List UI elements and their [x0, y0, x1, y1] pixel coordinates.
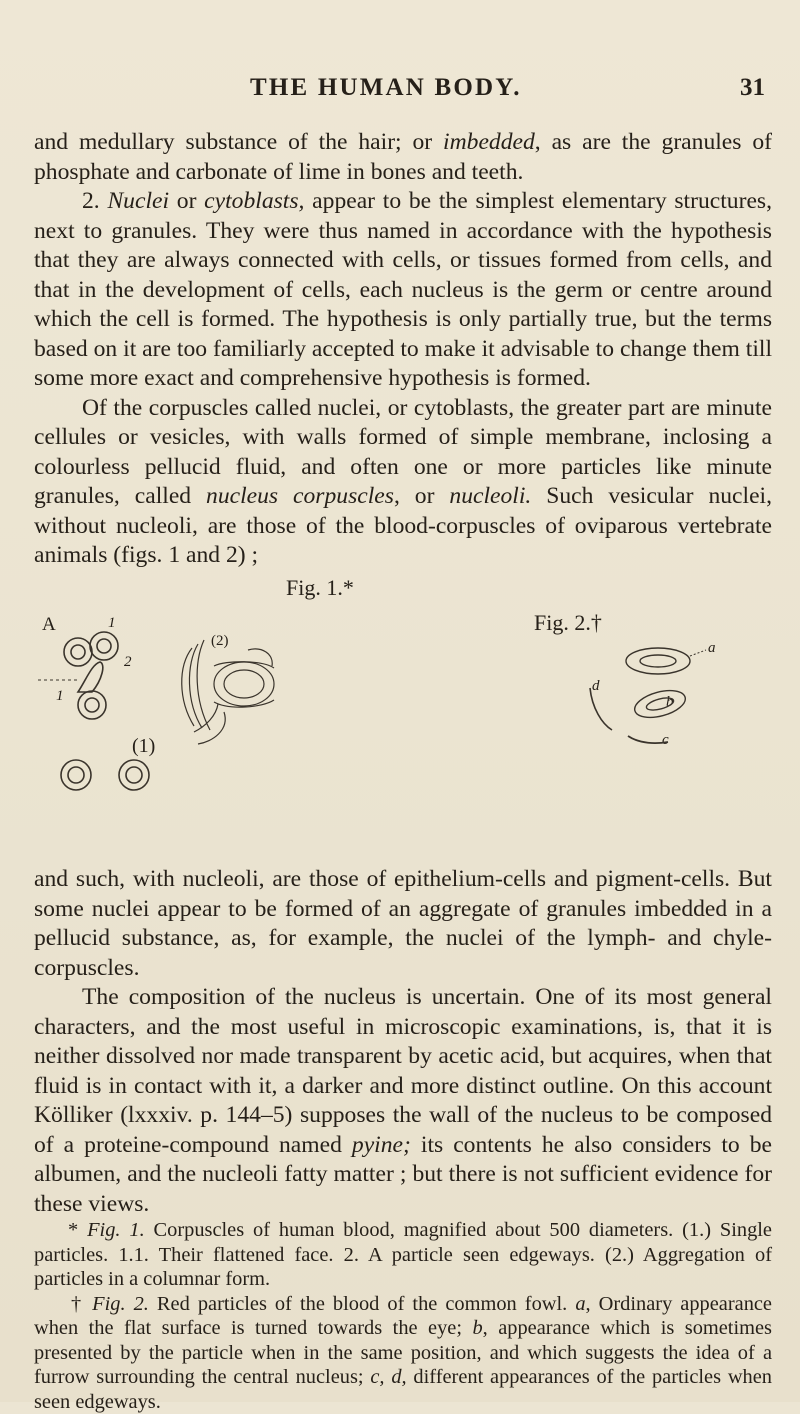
fig1-label-1-left: 1 — [56, 688, 64, 704]
fig2-label-b: b — [666, 694, 674, 710]
footnote-text: different appearances of the particles when seen edgeways. — [34, 1366, 772, 1413]
footnote-text: Corpuscles of human blood, magnified about 500 diameters. (1.) Single particles. 1.1. Their flattened face. 2. A particle seen edgeways. (2.) Aggregation of particles in a columnar form. — [34, 1219, 772, 1290]
footnote-mark: † — [68, 1292, 93, 1315]
fig1-label-1-top: 1 — [108, 615, 116, 631]
footnote-letter: c, d, — [370, 1366, 407, 1388]
footnote-text: , appearance which is sometimes presented by the particle when in the same position, and which suggests the idea of a furrow surrounding the central nucleus; — [34, 1317, 772, 1388]
fig1-label: Fig. 1.* — [286, 575, 354, 600]
section-number: 2. — [82, 188, 108, 214]
footnote-text: , Ordinary appearance when the flat surface is turned towards the eye; — [34, 1292, 772, 1339]
italic-term: nucleoli. — [449, 483, 532, 509]
italic-term: pyine; — [351, 1131, 411, 1158]
paragraph-2 — [34, 865, 772, 1219]
italic-term: cytoblasts, — [204, 188, 305, 214]
fig1-label-paren1: (1) — [132, 735, 156, 757]
italic-term: Nuclei — [107, 188, 170, 214]
footnote-fig-ref: Fig. 2. — [92, 1292, 149, 1315]
fig1-label-2: 2 — [124, 654, 132, 670]
text-run: , as are the granules of phosphate and carbonate of lime in bones and teeth. — [34, 129, 772, 185]
text-run: and medullary substance of the hair; or — [34, 129, 444, 155]
text-run: The composition of the nucleus is uncertain. One of its most general characters, and the most useful in microscopic examinations, is, that it is neither dissolved nor made transparent by acetic acid, but acquires, when that fluid is in contact with it, a darker and more distinct outline. On this account Kölliker (lxxxiv. p. 144–5) supposes the wall of the nucleus to be composed of a proteine-compound named — [34, 984, 772, 1158]
text-run: Such vesicular nuclei, without nucleoli, are those of the blood-corpuscles of oviparous vertebrate animals (figs. 1 and 2) ; — [34, 483, 772, 568]
fig2-label-c: c — [662, 732, 669, 748]
fig2-label-a: a — [708, 640, 716, 656]
footnote-mark: * — [68, 1219, 88, 1241]
page-number: 31 — [740, 74, 765, 101]
footnotes — [34, 1218, 772, 1414]
italic-term: nucleus corpuscles — [206, 483, 394, 509]
text-run: , or — [393, 483, 450, 509]
fig1-label-A: A — [42, 614, 56, 635]
text-run: its contents he also considers to be albumen, and the nucleoli fatty matter ; but there is not sufficient evidence for these views. — [34, 1131, 772, 1217]
footnote-fig-ref: Fig. 1. — [87, 1219, 145, 1241]
text-run: and such, with nucleoli, are those of epithelium-cells and pigment-cells. But some nuclei appear to be formed of an aggregate of granules imbedded in a pellucid substance, as, for example, the nuclei of the lymph- and chyle-corpuscles. — [34, 866, 772, 981]
fig1-label-paren2: (2) — [211, 633, 229, 649]
footnote-letter: a — [575, 1292, 586, 1315]
text-run: appear to be the simplest elementary structures, next to granules. They were thus named in accordance with the hypothesis that they are always connected with cells, or tissues formed from cells, and that in the development of cells, each nucleus is the germ or centre around which the cell is formed. The hypothesis is only partially true, but the terms based on it are too familiarly accepted to make it advisable to change them till some more exact and comprehensive hypothesis is formed. — [34, 188, 772, 391]
footnote-text: Red particles of the blood of the common fowl. — [148, 1292, 576, 1315]
fig2-label: Fig. 2.† — [534, 610, 602, 635]
text-run: or — [169, 188, 205, 214]
footnote-letter: b — [472, 1317, 483, 1339]
fig2-label-d: d — [592, 678, 600, 694]
italic-term: imbedded — [443, 129, 535, 155]
text-run: Of the corpuscles called nuclei, or cytoblasts, the greater part are minute cellules or vesicles, with walls formed of simple membrane, inclosing a colourless pellucid fluid, and often one or more particles like minute granules, called — [34, 394, 772, 509]
running-title: THE HUMAN BODY. — [250, 74, 522, 101]
